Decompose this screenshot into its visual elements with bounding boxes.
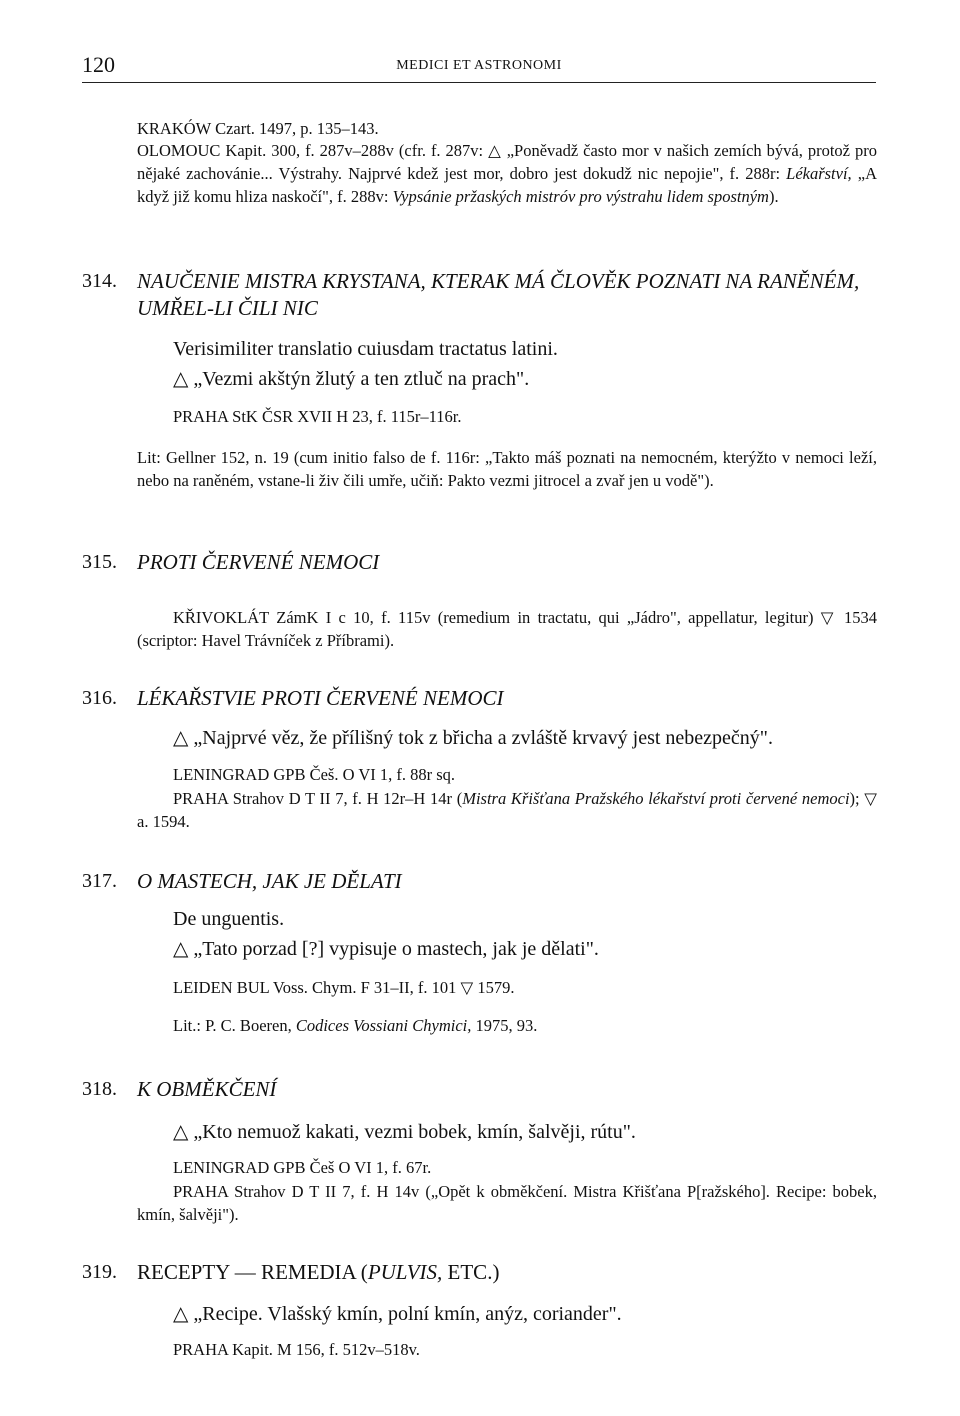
entry-317-title: O MASTECH, JAK JE DĚLATI — [137, 869, 402, 893]
entry-317-incipit: △ „Tato porzad [?] vypisuje o mastech, jak je dělati". — [173, 938, 599, 960]
entry-316-ms2-text: PRAHA Strahov D T II 7, f. H 12r–H 14r ( — [173, 789, 463, 808]
entry-315-number: 315. — [82, 551, 117, 573]
intro-italic-2: Vypsánie pržaských mistróv pro výstrahu lidem spostným — [392, 187, 769, 206]
entry-319-title-text: RECEPTY — REMEDIA ( — [137, 1260, 368, 1284]
entry-317-manuscript: LEIDEN BUL Voss. Chym. F 31–II, f. 101 ▽ 1579. — [173, 978, 515, 997]
entry-317-literature — [173, 1014, 537, 1037]
intro-krakow: KRAKÓW Czart. 1497, p. 135–143. — [137, 119, 379, 138]
entry-316-manuscript-1: LENINGRAD GPB Češ. O VI 1, f. 88r sq. — [173, 765, 456, 784]
entry-314-number: 314. — [82, 270, 117, 292]
entry-318-number: 318. — [82, 1078, 117, 1100]
entry-319-incipit: △ „Recipe. Vlašský kmín, polní kmín, anýz, coriander". — [173, 1303, 622, 1325]
entry-317-latin: De unguentis. — [173, 908, 285, 930]
entry-314-latin: Verisimiliter translatio cuiusdam tractatus latini. — [173, 338, 558, 360]
entry-318-manuscript-1: LENINGRAD GPB Češ O VI 1, f. 67r. — [173, 1158, 432, 1177]
intro-italic-1: Lékařství, — [786, 164, 852, 183]
entry-314-title: NAUČENIE MISTRA KRYSTANA, KTERAK MÁ ČLOVĚK POZNATI NA RANĚNÉM, UMŘEL-LI ČILI NIC — [137, 269, 860, 320]
entry-314-incipit: △ „Vezmi akštýn žlutý a ten ztluč na prach". — [173, 368, 530, 390]
entry-316-ms2-italic: Mistra Křišťana Pražského lékařství proti červené nemoci — [462, 789, 850, 808]
intro-olomouc — [137, 139, 877, 208]
entry-315-title: PROTI ČERVENÉ NEMOCI — [137, 550, 380, 574]
page-header — [82, 52, 876, 83]
entry-316-title: LÉKAŘSTVIE PROTI ČERVENÉ NEMOCI — [137, 686, 504, 710]
entry-319-title — [137, 1259, 499, 1286]
entry-315-manuscript: KŘIVOKLÁT ZámK I c 10, f. 115v (remedium in tractatu, qui „Jádro", appellatur, legitur) ▽ 1534 (scriptor: Havel Trávníček z Příbrami). — [137, 608, 877, 650]
entry-316-incipit: △ „Najprvé věz, že přílišný tok z břicha a zvláště krvavý jest nebezpečný". — [173, 727, 773, 749]
entry-319-manuscript: PRAHA Kapit. M 156, f. 512v–518v. — [173, 1340, 420, 1359]
entry-318-incipit: △ „Kto nemuož kakati, vezmi bobek, kmín, šalvěji, rútu". — [173, 1121, 636, 1143]
entry-314-literature: Lit: Gellner 152, n. 19 (cum initio falso de f. 116r: „Takto máš poznati na nemocném, kterýžto v nemoci leží, nebo na raněném, vstane-li živ čili umře, učiň: Pakto vezmi jitrocel a zvař jen u vodě"). — [137, 448, 877, 490]
page-number: 120 — [82, 52, 115, 77]
entry-318-manuscript-2: PRAHA Strahov D T II 7, f. H 14v („Opět k obměkčení. Mistra Křišťana P[ražského]. Recipe: bobek, kmín, šalvěji"). — [137, 1182, 877, 1224]
intro-olomouc-text-2: „A když již komu hliza naskočí", f. 288v: — [137, 164, 877, 206]
entry-316-number: 316. — [82, 687, 117, 709]
entry-317-lit-end: 1975, 93. — [471, 1016, 538, 1035]
entry-319-number: 319. — [82, 1261, 117, 1283]
entry-317-number: 317. — [82, 870, 117, 892]
entry-316-ms2-end: ); ▽ a. 1594. — [137, 789, 877, 831]
entry-314-manuscript: PRAHA StK ČSR XVII H 23, f. 115r–116r. — [173, 407, 462, 426]
running-title: MEDICI ET ASTRONOMI — [396, 58, 562, 73]
entry-319-title-italic: PULVIS, — [367, 1260, 443, 1284]
intro-olomouc-end: ). — [768, 187, 779, 206]
entry-317-lit-italic: Codices Vossiani Chymici, — [295, 1016, 472, 1035]
entry-316-manuscript-2 — [137, 787, 877, 833]
entry-319-title-end: ETC.) — [442, 1260, 500, 1284]
intro-olomouc-text: OLOMOUC Kapit. 300, f. 287v–288v (cfr. f. 287v: △ „Poněvadž často mor v našich zemích bývá, protož pro nějaké zachovánie... Výstrahy. Najprvé kdež jest mor, dobro jest dokudž nic nepojie", f. 288r: — [137, 141, 877, 183]
entry-317-lit-text: Lit.: P. C. Boeren, — [173, 1016, 296, 1035]
entry-318-title: K OBMĚKČENÍ — [137, 1077, 277, 1101]
